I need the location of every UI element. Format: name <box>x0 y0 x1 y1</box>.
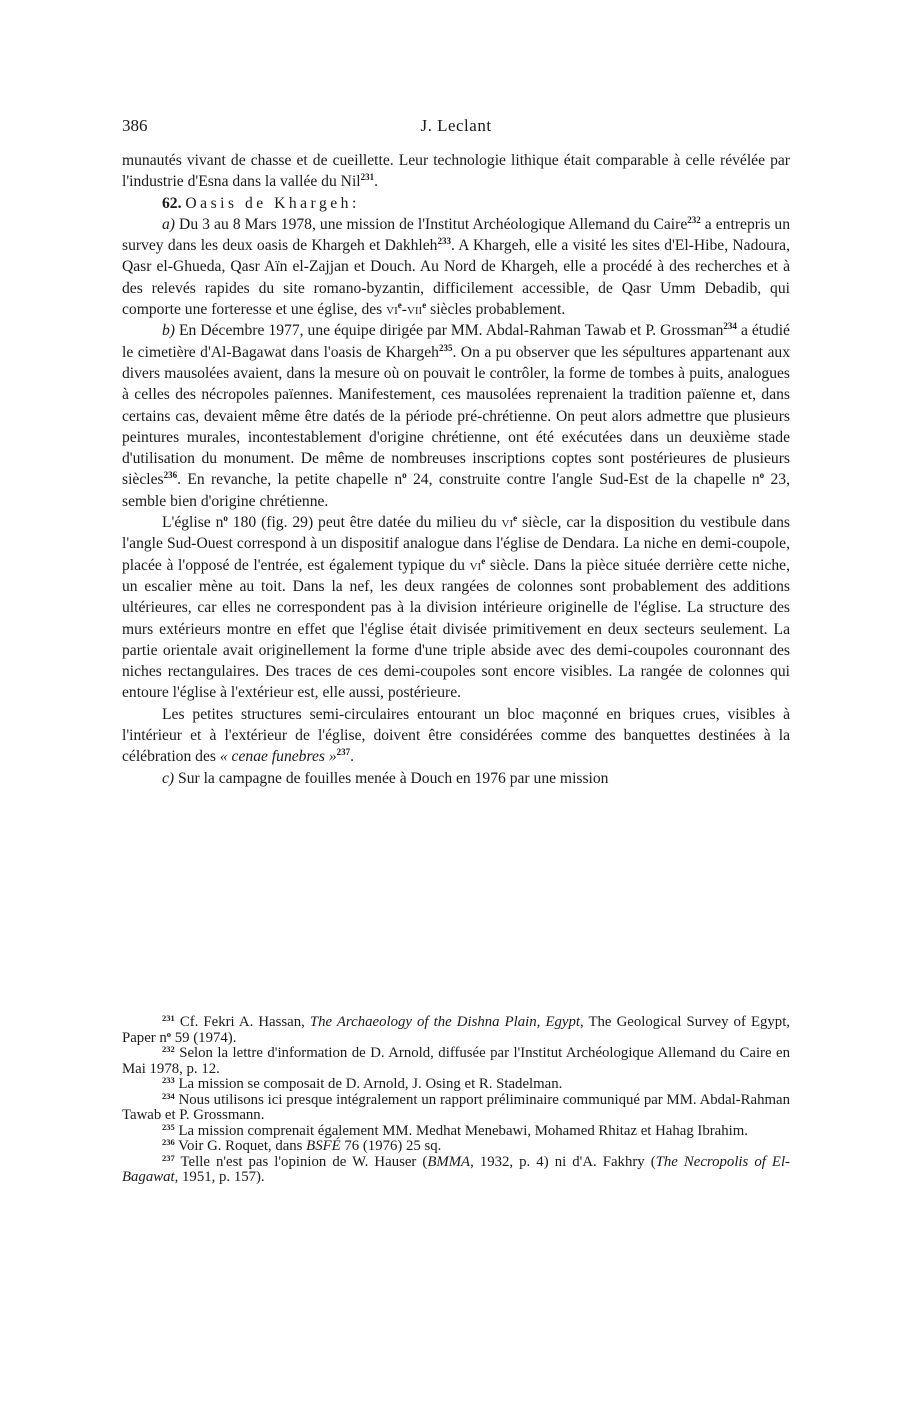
paragraph-text: L'église n <box>162 514 224 532</box>
footnote-text: Selon la lettre d'information de D. Arnold, diffusée par l'Institut Archéologique Allemand du Caire en Mai 1978, p. 12. <box>122 1045 790 1077</box>
paragraph-text: a entrepris un survey dans les deux oasis de Khargeh et Dakhleh <box>122 215 791 255</box>
footnote-text: La mission se composait de D. Arnold, J. Osing et R. Stadelman. <box>174 1076 563 1092</box>
footnote-text: Telle n'est pas l'opinion de W. Hauser ( <box>174 1153 428 1170</box>
paragraph-text: Sur la campagne de fouilles menée à Douch en 1976 par une mission <box>174 769 609 787</box>
main-text <box>122 150 790 789</box>
paragraph-a <box>122 214 790 320</box>
title-italic: The Archaeology of the Dishna Plain, Egypt <box>309 1014 580 1030</box>
ordinal-suffix: o <box>223 513 228 524</box>
punctuation: . <box>350 748 355 766</box>
footnote-number: 231 <box>162 1013 175 1023</box>
footnote <box>122 1077 790 1093</box>
century-numeral: vi <box>469 556 482 574</box>
footnote-ref[interactable]: 232 <box>687 214 701 225</box>
paragraph-continuation <box>122 150 790 193</box>
footnote-text: Voir G. Roquet, dans <box>174 1138 307 1154</box>
title-italic: The Necropolis of El-Bagawat <box>122 1153 790 1185</box>
ordinal-suffix: e <box>397 300 402 311</box>
journal-abbrev: BMMA <box>427 1153 471 1170</box>
section-title: Oasis de Khargeh <box>185 194 352 212</box>
paragraph-text: a étudié le cimetière d'Al-Bagawat dans l'oasis de Khargeh <box>122 322 790 361</box>
paragraph-eglise-180 <box>122 512 790 704</box>
footnote-ref[interactable]: 237 <box>336 747 351 758</box>
century-numeral: vi <box>501 514 514 532</box>
item-label: a) <box>162 215 175 233</box>
paragraph-text: . A Khargeh, elle a visité les sites d'El-Hibe, Nadoura, Qasr el-Ghueda, Qasr Aïn el-Zajjan et Douch. Au Nord de Khargeh, elle a procédé à des recherches et à des relevés rapides du site romano-byzantin, difficilement accessible, de Qasr Umm Debadib, qui comporte une forteresse et une église, des <box>122 237 790 319</box>
footnote <box>122 1121 790 1140</box>
paragraph-text: Du 3 au 8 Mars 1978, une mission de l'Institut Archéologique Allemand du Caire <box>175 215 688 233</box>
footnote <box>122 1139 790 1155</box>
footnotes <box>122 1015 790 1186</box>
ordinal-suffix: o <box>166 1028 172 1039</box>
paragraph-b <box>122 320 790 512</box>
footnote-ref[interactable]: 233 <box>437 236 451 247</box>
footnote-number: 237 <box>162 1152 175 1163</box>
footnote-text: , 1951, p. 157). <box>174 1169 265 1185</box>
footnote-ref[interactable]: 234 <box>723 321 737 332</box>
paragraph-text: Les petites structures semi-circulaires entourant un bloc maçonné en briques crues, visibles à l'intérieur et à l'extérieur de l'église, doivent être considérées comme des banquettes destinées à la célébration des <box>122 705 790 766</box>
footnote-number: 236 <box>162 1137 175 1147</box>
century-numeral: vii <box>406 301 423 319</box>
running-title: J. Leclant <box>420 116 492 135</box>
century-numeral: vi <box>386 301 398 319</box>
footnote-number: 233 <box>162 1075 175 1085</box>
ordinal-suffix: o <box>759 470 765 481</box>
latin-quote: « cenae funebres » <box>219 748 337 766</box>
paragraph-text: 24, construite contre l'angle Sud-Est de la chapelle n <box>406 471 760 489</box>
paragraph-text: siècles probablement. <box>426 301 566 319</box>
ordinal-suffix: e <box>481 555 486 566</box>
ordinal-suffix: e <box>422 300 427 311</box>
footnote-text: Nous utilisons ici presque intégralement un rapport préliminaire communiqué par MM. Abdal-Rahman Tawab et P. Grossmann. <box>122 1091 790 1123</box>
paragraph-text: . On a pu observer que les sépultures appartenant aux divers mausolées avaient, dans la mesure où on pouvait le contrôler, la forme de tombes à puits, analogues à celles des nécropoles païennes. Manifestement, ces mausolées reprenaient la tradition païenne et, dans certains cas, devaient même être datés de la période pré-chrétienne. On peut alors admettre que plusieurs peintures murales, incontestablement d'origine chrétienne, ont été exécutées dans un deuxième stade d'utilisation du monument. De même de nombreuses inscriptions coptes sont postérieures de plusieurs siècles <box>122 343 790 489</box>
paragraph-text: En Décembre 1977, une équipe dirigée par MM. Abdal-Rahman Tawab et P. Grossman <box>175 322 724 340</box>
section-heading <box>122 193 790 214</box>
paragraph-c <box>122 768 790 789</box>
paragraph-text: . En revanche, la petite chapelle n <box>177 471 403 489</box>
paragraph-structures <box>122 704 790 768</box>
footnote <box>122 1015 790 1046</box>
footnote-ref[interactable]: 231 <box>360 172 375 183</box>
footnote-ref[interactable]: 235 <box>438 342 453 353</box>
paragraph-text: munautés vivant de chasse et de cueillette. Leur technologie lithique était comparable à celle révélée par l'industrie d'Esna dans la vallée du Nil <box>122 152 790 191</box>
punctuation: . <box>374 173 379 191</box>
ordinal-suffix: e <box>513 513 518 524</box>
footnote <box>122 1152 790 1186</box>
paragraph-text: 180 (fig. 29) peut être datée du milieu du <box>227 514 502 532</box>
paragraph-text: 23, semble bien d'origine chrétienne. <box>122 471 790 510</box>
footnote-text: , The Geological Survey of Egypt, Paper n <box>122 1014 791 1046</box>
footnote-number: 232 <box>162 1044 175 1054</box>
footnote-text: 76 (1976) 25 sq. <box>340 1138 442 1154</box>
footnote-number: 234 <box>162 1090 175 1101</box>
punctuation: - <box>401 301 407 319</box>
footnote-number: 235 <box>162 1121 175 1132</box>
item-label: b) <box>162 322 175 340</box>
footnote-text: Cf. Fekri A. Hassan, <box>174 1014 310 1030</box>
footnote-ref[interactable]: 236 <box>163 470 178 481</box>
footnote-text: , 1932, p. 4) ni d'A. Fakhry ( <box>470 1153 656 1170</box>
footnote-text: 59 (1974). <box>171 1029 237 1046</box>
journal-abbrev: BSFÉ <box>306 1138 341 1154</box>
footnote-text: La mission comprenait également MM. Medhat Menebawi, Mohamed Rhitaz et Hahag Ibrahim. <box>174 1122 748 1139</box>
item-label: c) <box>162 769 175 787</box>
ordinal-suffix: o <box>402 470 407 481</box>
paragraph-text: siècle, car la disposition du vestibule dans l'angle Sud-Ouest correspond à un dispositif analogue dans l'église de Dendara. La niche en demi-coupole, placée à l'opposé de l'entrée, est également typique du <box>122 514 791 574</box>
footnote <box>122 1046 790 1077</box>
section-number: 62. <box>162 194 182 212</box>
page-number: 386 <box>122 116 148 135</box>
paragraph-text: siècle. Dans la pièce située derrière cette niche, un escalier mène au toit. Dans la nef, les deux rangées de colonnes sont probablement des additions ultérieures, car elles ne correspondent pas à la division intérieure originelle de l'église. La structure des murs extérieurs montre en effet que l'église était divisée primitivement en deux secteurs seulement. La partie orientale avait originellement la forme d'une triple abside avec des demi-coupoles couronnant des niches rectangulaires. Des traces de ces demi-coupoles sont encore visibles. La rangée de colonnes qui entoure l'église à l'extérieur est, elle aussi, postérieure. <box>122 556 791 702</box>
page-header <box>122 116 790 140</box>
punctuation: : <box>351 194 357 212</box>
footnote <box>122 1090 790 1124</box>
